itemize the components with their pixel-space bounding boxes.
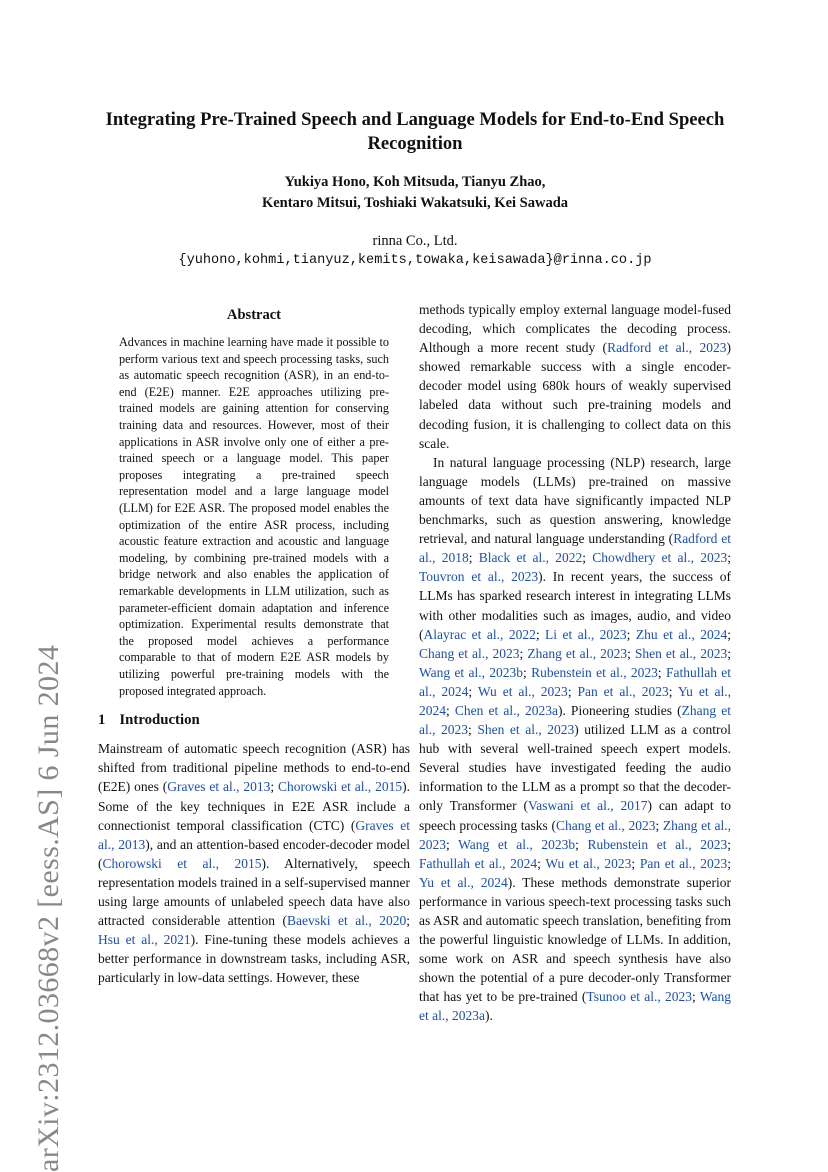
- section-number: 1: [98, 712, 106, 729]
- citation-link[interactable]: Shen et al., 2023: [634, 645, 728, 661]
- citation-link[interactable]: Wu et al., 2023: [477, 683, 568, 699]
- section-title: Introduction: [119, 712, 200, 729]
- email-address: {yuhono,kohmi,tianyuz,kemits,towaka,keisawada}@rinna.co.jp: [178, 253, 652, 268]
- right-column: [419, 300, 731, 1026]
- citation-link[interactable]: Chang et al., 2023: [555, 817, 656, 833]
- intro-paragraph-1: Mainstream of automatic speech recognition (ASR) has shifted from traditional pipeline methods to end-to-end (E2E) ones (Graves et al., 2013; Chorowski et al., 2015). Some of the key techniques in E2E ASR include a connectionist temporal classification (CTC) (Graves et al., 2013), and an attention-based encoder-decoder model (Chorowski et al., 2015). Alternatively, speech representation models trained in a self-supervised manner using large amounts of unlabeled speech data have also attracted considerable attention (Baevski et al., 2020; Hsu et al., 2021). Fine-tuning these models achieves a better performance in downstream tasks, including ASR, particularly in low-data settings. However, these: [98, 741, 411, 986]
- citation-link[interactable]: Zhang et al., 2023: [419, 702, 732, 738]
- intro-paragraph-3: In natural language processing (NLP) research, large language models (LLMs) pre-trained on massive amounts of text data have significantly impacted NLP benchmarks, such as question answering, knowledge retrieval, and natural language understanding (Radford et al., 2018; Black et al., 2022; Chowdhery et al., 2023; Touvron et al., 2023). In recent years, the success of LLMs has sparked research interest in integrating LLMs with other modalities such as images, audio, and video (Alayrac et al., 2022; Li et al., 2023; Zhu et al., 2024; Chang et al., 2023; Zhang et al., 2023; Shen et al., 2023; Wang et al., 2023b; Rubenstein et al., 2023; Fathullah et al., 2024; Wu et al., 2023; Pan et al., 2023; Yu et al., 2024; Chen et al., 2023a). Pioneering studies (Zhang et al., 2023; Shen et al., 2023) utilized LLM as a control hub with several well-trained speech expert models. Several studies have investigated feeding the audio information to the LLM as a prompt so that the decoder-only Transformer (Vaswani et al., 2017) can adapt to speech processing tasks (Chang et al., 2023; Zhang et al., 2023; Wang et al., 2023b; Rubenstein et al., 2023; Fathullah et al., 2024; Wu et al., 2023; Pan et al., 2023; Yu et al., 2024). These methods demonstrate superior performance in various speech-text processing tasks such as ASR and automatic speech translation, benefiting from the powerful linguistic knowledge of LLMs. In addition, some work on ASR and speech synthesis have also shown the potential of a pure decoder-only Transformer that has yet to be pre-trained (Tsunoo et al., 2023; Wang et al., 2023a).: [419, 454, 732, 1024]
- citation-link[interactable]: Alayrac et al., 2022: [423, 626, 536, 642]
- citation-link[interactable]: Black et al., 2022: [478, 550, 583, 566]
- citation-link[interactable]: Pan et al., 2023: [639, 855, 728, 871]
- paper-title: Integrating Pre-Trained Speech and Language Models for End-to-End Speech Recognition: [105, 109, 725, 154]
- citation-link[interactable]: Vaswani et al., 2017: [527, 798, 648, 814]
- citation-link[interactable]: Graves et al., 2013: [167, 779, 271, 795]
- citation-link[interactable]: Chang et al., 2023: [419, 645, 520, 661]
- citation-link[interactable]: Zhang et al., 2023: [419, 817, 731, 852]
- citation-link[interactable]: Touvron et al., 2023: [419, 569, 539, 585]
- citation-link[interactable]: Rubenstein et al., 2023: [587, 836, 728, 852]
- citation-link[interactable]: Wang et al., 2023b: [458, 836, 576, 852]
- citation-link[interactable]: Radford et al., 2023: [607, 340, 727, 356]
- citation-link[interactable]: Yu et al., 2024: [419, 874, 508, 890]
- left-column: [98, 306, 410, 987]
- citation-link[interactable]: Graves et al., 2013: [98, 817, 410, 852]
- authors-line-2: Kentaro Mitsui, Toshiaki Wakatsuki, Kei Sawada: [261, 195, 569, 211]
- citation-link[interactable]: Chorowski et al., 2015: [277, 779, 403, 795]
- citation-link[interactable]: Hsu et al., 2021: [98, 932, 191, 948]
- citation-link[interactable]: Pan et al., 2023: [577, 683, 669, 699]
- abstract-heading: Abstract: [227, 307, 281, 323]
- citation-link[interactable]: Baevski et al., 2020: [286, 913, 407, 929]
- citation-link[interactable]: Wu et al., 2023: [545, 855, 632, 871]
- citation-link[interactable]: Chen et al., 2023a: [454, 702, 558, 718]
- intro-paragraph-2: methods typically employ external language model-fused decoding, which complicates the decoding process. Although a more recent study (Radford et al., 2023) showed remarkable success with a single encoder-decoder model using 680k hours of weakly supervised labeled data without such pre-training models and decoding fusion, it is challenging to collect data on this scale.: [419, 302, 731, 451]
- author-list: [100, 172, 730, 214]
- citation-link[interactable]: Radford et al., 2018: [419, 531, 731, 566]
- citation-link[interactable]: Zhu et al., 2024: [635, 626, 728, 642]
- citation-link[interactable]: Li et al., 2023: [545, 626, 627, 642]
- arxiv-sidebar: [10, 292, 65, 1172]
- citation-link[interactable]: Shen et al., 2023: [477, 722, 575, 738]
- citation-link[interactable]: Fathullah et al., 2024: [419, 855, 538, 871]
- authors-line-1: Yukiya Hono, Koh Mitsuda, Tianyu Zhao,: [284, 174, 546, 190]
- affiliation-block: [100, 232, 730, 270]
- citation-link[interactable]: Rubenstein et al., 2023: [531, 664, 658, 680]
- citation-link[interactable]: Chowdhery et al., 2023: [592, 550, 728, 566]
- citation-link[interactable]: Wang et al., 2023a: [419, 989, 731, 1024]
- arxiv-identifier: arXiv:2312.03668v2 [eess.AS] 6 Jun 2024: [32, 644, 65, 1172]
- citation-link[interactable]: Zhang et al., 2023: [527, 645, 628, 661]
- citation-link[interactable]: Chorowski et al., 2015: [102, 855, 262, 871]
- section-heading-introduction: [98, 711, 410, 730]
- citation-link[interactable]: Fathullah et al., 2024: [419, 664, 731, 699]
- citation-link[interactable]: Wang et al., 2023b: [419, 664, 524, 680]
- citation-link[interactable]: Yu et al., 2024: [419, 683, 731, 718]
- affiliation: rinna Co., Ltd.: [372, 233, 458, 249]
- citation-link[interactable]: Tsunoo et al., 2023: [586, 989, 693, 1005]
- abstract-text: Advances in machine learning have made it possible to perform various text and speech processing tasks, such as automatic speech recognition (ASR), in an end-to-end (E2E) manner. E2E approaches utilizing pre-trained models are gaining attention for conserving training data and resources. However, most of their applications in ASR involve only one of either a pre-trained speech or a language model. This paper proposes integrating a pre-trained speech representation model and a large language model (LLM) for E2E ASR. The proposed model enables the optimization of the entire ASR process, including acoustic feature extraction and acoustic and language modeling, by combining pre-trained models with a bridge network and also enables the application of remarkable developments in LLM utilization, such as parameter-efficient domain adaptation and inference optimization. Experimental results demonstrate that the proposed model achieves a performance comparable to that of modern E2E ASR models by utilizing powerful pre-training models with the proposed integrated approach.: [119, 335, 389, 698]
